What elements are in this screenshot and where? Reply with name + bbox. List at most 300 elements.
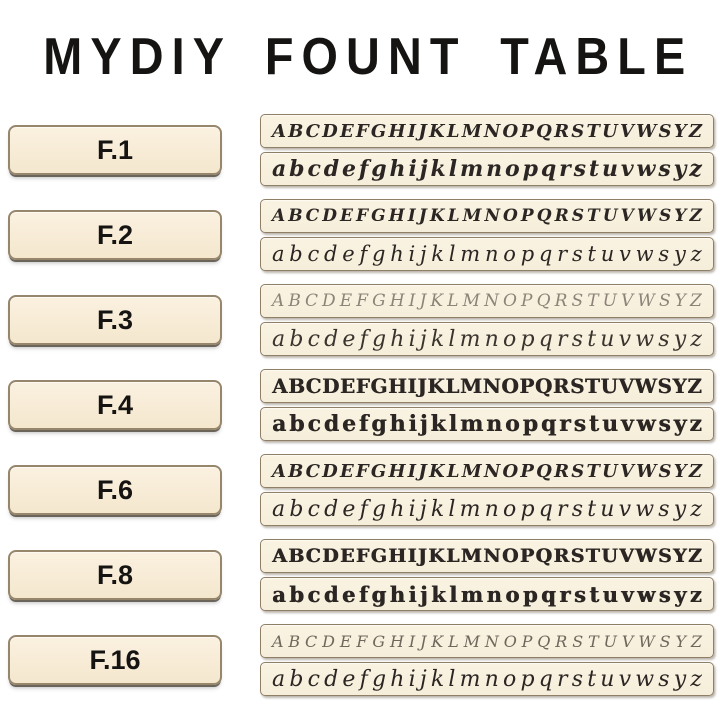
letter-glyph: E (339, 631, 352, 651)
letter-glyph: v (619, 242, 631, 266)
letter-glyph: n (484, 496, 499, 522)
letter-glyph: r (559, 581, 571, 607)
letter-glyph: N (483, 545, 501, 567)
letter-glyph: q (538, 496, 553, 522)
letter-glyph: B (288, 120, 304, 142)
letter-glyph: q (540, 411, 557, 437)
letter-glyph: L (447, 291, 459, 311)
letter-glyph: N (484, 291, 499, 311)
font-label-button-f8[interactable]: F.8 (8, 550, 222, 600)
letter-glyph: K (429, 460, 445, 482)
letter-glyph: j (419, 411, 428, 437)
letter-glyph: S (658, 120, 672, 142)
letter-glyph: R (553, 545, 570, 567)
letter-glyph: r (557, 666, 568, 692)
letter-glyph: z (690, 326, 702, 352)
lowercase-sample-strip (260, 407, 714, 441)
letter-glyph: G (370, 460, 387, 482)
letter-glyph: n (484, 326, 499, 352)
font-samples-f3 (260, 284, 714, 356)
letter-glyph: k (430, 326, 445, 352)
letter-glyph: i (408, 242, 416, 266)
letter-glyph: C (305, 545, 321, 567)
letter-glyph: O (503, 291, 517, 311)
letter-glyph: S (657, 545, 672, 567)
letter-glyph: D (322, 291, 336, 311)
letter-glyph: H (388, 460, 406, 482)
letter-glyph: S (572, 631, 584, 651)
letter-glyph: s (658, 496, 670, 522)
letter-glyph: G (370, 374, 388, 398)
letter-glyph: z (690, 666, 702, 692)
font-row-f3 (8, 286, 714, 354)
letter-glyph: s (658, 666, 670, 692)
letter-glyph: W (636, 460, 657, 482)
lowercase-sample-strip (260, 152, 714, 186)
letter-glyph: H (389, 291, 405, 311)
letter-glyph: i (408, 411, 417, 437)
letter-glyph: g (371, 581, 387, 607)
font-samples-f4 (260, 369, 714, 441)
font-label-button-f6[interactable]: F.6 (8, 465, 222, 515)
letter-glyph: T (585, 545, 600, 567)
letter-glyph: Z (690, 631, 702, 651)
letter-glyph: Y (674, 206, 687, 226)
letter-glyph: w (637, 581, 656, 607)
letter-glyph: p (522, 581, 538, 607)
font-label-button-f4[interactable]: F.4 (8, 380, 222, 430)
letter-glyph: Q (536, 120, 552, 142)
letter-glyph: D (322, 460, 338, 482)
letter-glyph: M (459, 374, 482, 398)
letter-glyph: P (520, 460, 534, 482)
letter-glyph: b (289, 242, 303, 266)
letter-glyph: A (272, 545, 287, 567)
font-row-f16 (8, 626, 714, 694)
letter-glyph: A (272, 631, 284, 651)
letter-glyph: e (342, 666, 356, 692)
letter-glyph: V (619, 545, 634, 567)
letter-glyph: J (420, 631, 427, 651)
letter-glyph: i (408, 156, 417, 182)
letter-glyph: B (288, 291, 301, 311)
letter-glyph: l (448, 326, 456, 352)
font-samples-f8 (260, 539, 714, 611)
letter-glyph: V (620, 206, 634, 226)
letter-glyph: T (586, 120, 600, 142)
letter-glyph: R (552, 374, 570, 398)
letter-glyph: L (446, 120, 460, 142)
letter-glyph: w (635, 496, 655, 522)
letter-glyph: M (461, 120, 482, 142)
letter-glyph: E (339, 206, 353, 226)
letter-glyph: v (620, 156, 634, 182)
letter-glyph: a (272, 581, 286, 607)
letter-glyph: Y (672, 374, 687, 398)
letter-glyph: L (447, 206, 460, 226)
letter-glyph: e (342, 242, 355, 266)
letter-glyph: a (272, 156, 287, 182)
letter-glyph: O (502, 120, 519, 142)
letter-glyph: d (323, 156, 340, 182)
letter-glyph: L (445, 545, 460, 567)
letter-glyph: Y (672, 545, 687, 567)
letter-glyph: Q (536, 291, 551, 311)
font-row-f1 (8, 116, 714, 184)
letter-glyph: j (419, 581, 428, 607)
letter-glyph: B (288, 545, 305, 567)
letter-glyph: h (390, 326, 405, 352)
letter-glyph: h (390, 242, 404, 266)
letter-glyph: l (448, 666, 456, 692)
letter-glyph: F (355, 545, 370, 567)
letter-glyph: i (408, 581, 417, 607)
letter-glyph: F (355, 120, 369, 142)
letter-glyph: h (389, 581, 405, 607)
letter-glyph: s (571, 242, 583, 266)
letter-glyph: k (430, 666, 445, 692)
letter-glyph: b (289, 581, 304, 607)
letter-glyph: o (503, 326, 517, 352)
letter-glyph: l (448, 242, 456, 266)
letter-glyph: u (601, 156, 618, 182)
letter-glyph: C (304, 291, 318, 311)
letter-glyph: S (658, 291, 671, 311)
letter-glyph: b (289, 156, 305, 182)
letter-glyph: v (618, 496, 632, 522)
letter-glyph: s (573, 411, 587, 437)
letter-glyph: J (417, 374, 427, 398)
letter-glyph: S (571, 460, 585, 482)
letter-glyph: c (307, 666, 320, 692)
letter-glyph: j (419, 666, 427, 692)
lowercase-sample-strip (260, 662, 714, 696)
letter-glyph: d (324, 496, 339, 522)
letter-glyph: H (387, 374, 407, 398)
letter-glyph: Q (534, 374, 553, 398)
letter-glyph: v (618, 326, 632, 352)
letter-glyph: s (571, 666, 584, 692)
letter-glyph: v (620, 411, 634, 437)
letter-glyph: n (486, 411, 503, 437)
letter-glyph: n (484, 666, 499, 692)
letter-glyph: E (339, 460, 354, 482)
letter-glyph: d (324, 242, 338, 266)
letter-glyph: a (272, 242, 285, 266)
letter-glyph: U (601, 545, 618, 567)
letter-glyph: f (359, 496, 368, 522)
letter-glyph: n (486, 581, 502, 607)
letter-glyph: f (358, 156, 369, 182)
font-label-button-f16[interactable]: F.16 (8, 635, 222, 685)
letter-glyph: K (428, 545, 445, 567)
uppercase-sample-strip (260, 369, 714, 403)
letter-glyph: M (462, 206, 482, 226)
letter-glyph: y (673, 581, 687, 607)
letter-glyph: H (388, 545, 407, 567)
letter-glyph: j (419, 326, 427, 352)
letter-glyph: g (371, 411, 387, 437)
letter-glyph: Q (536, 206, 552, 226)
letter-glyph: y (673, 496, 687, 522)
letter-glyph: T (586, 460, 600, 482)
letter-glyph: z (689, 411, 702, 437)
letter-glyph: t (588, 411, 600, 437)
letter-glyph: t (587, 496, 597, 522)
letter-glyph: e (342, 496, 356, 522)
letter-glyph: S (658, 460, 672, 482)
letter-glyph: c (307, 156, 321, 182)
letter-glyph: Y (673, 120, 687, 142)
letter-glyph: y (673, 666, 687, 692)
letter-glyph: P (519, 374, 535, 398)
letter-glyph: l (448, 496, 456, 522)
font-rows (8, 116, 714, 694)
letter-glyph: i (408, 326, 416, 352)
letter-glyph: F (356, 291, 369, 311)
letter-glyph: H (390, 631, 404, 651)
letter-glyph: g (371, 666, 387, 692)
letter-glyph: J (417, 545, 427, 567)
letter-glyph: b (289, 496, 304, 522)
letter-glyph: I (407, 545, 417, 567)
letter-glyph: A (272, 120, 286, 142)
letter-glyph: r (559, 411, 571, 437)
letter-glyph: a (272, 666, 286, 692)
letter-glyph: T (587, 206, 600, 226)
letter-glyph: p (520, 326, 535, 352)
letter-glyph: m (460, 581, 483, 607)
letter-glyph: S (571, 120, 585, 142)
letter-glyph: e (341, 581, 356, 607)
font-samples-f6 (260, 454, 714, 526)
letter-glyph: P (521, 291, 533, 311)
font-label-button-f2[interactable]: F.2 (8, 210, 222, 260)
letter-glyph: E (339, 120, 354, 142)
letter-glyph: y (673, 156, 687, 182)
letter-glyph: K (429, 206, 445, 226)
letter-glyph: a (272, 326, 286, 352)
letter-glyph: G (372, 291, 386, 311)
letter-glyph: s (658, 581, 671, 607)
letter-glyph: c (307, 496, 320, 522)
letter-glyph: i (408, 496, 416, 522)
letter-glyph: u (600, 326, 615, 352)
letter-glyph: p (520, 496, 535, 522)
letter-glyph: B (288, 460, 304, 482)
letter-glyph: U (600, 374, 618, 398)
letter-glyph: M (463, 631, 480, 651)
letter-glyph: G (370, 545, 387, 567)
letter-glyph: V (619, 120, 634, 142)
letter-glyph: P (520, 206, 534, 226)
font-label-button-f1[interactable]: F.1 (8, 125, 222, 175)
font-label-button-f3[interactable]: F.3 (8, 295, 222, 345)
letter-glyph: r (557, 242, 568, 266)
uppercase-sample-strip (260, 284, 714, 318)
letter-glyph: d (323, 411, 340, 437)
letter-glyph: K (427, 374, 445, 398)
letter-glyph: B (288, 206, 303, 226)
letter-glyph: J (419, 291, 427, 311)
letter-glyph: F (355, 206, 369, 226)
letter-glyph: w (636, 156, 656, 182)
letter-glyph: T (588, 631, 599, 651)
uppercase-sample-strip (260, 539, 714, 573)
letter-glyph: m (460, 242, 481, 266)
letter-glyph: W (634, 374, 657, 398)
letter-glyph: W (638, 631, 655, 651)
letter-glyph: y (673, 326, 687, 352)
letter-glyph: J (418, 206, 427, 226)
letter-glyph: J (418, 120, 427, 142)
letter-glyph: p (520, 666, 535, 692)
letter-glyph: Y (675, 631, 687, 651)
letter-glyph: b (289, 666, 304, 692)
letter-glyph: f (359, 326, 368, 352)
letter-glyph: L (445, 374, 460, 398)
font-row-f2 (8, 201, 714, 269)
letter-glyph: t (587, 326, 597, 352)
letter-glyph: K (430, 291, 444, 311)
letter-glyph: Z (688, 120, 702, 142)
letter-glyph: O (501, 545, 519, 567)
letter-glyph: A (272, 460, 286, 482)
letter-glyph: A (272, 206, 286, 226)
letter-glyph: A (272, 374, 288, 398)
lowercase-sample-strip (260, 322, 714, 356)
letter-glyph: s (571, 326, 584, 352)
letter-glyph: o (505, 581, 520, 607)
letter-glyph: H (388, 120, 406, 142)
letter-glyph: M (462, 291, 480, 311)
letter-glyph: d (324, 326, 339, 352)
lowercase-sample-strip (260, 577, 714, 611)
letter-glyph: o (503, 242, 516, 266)
letter-glyph: p (522, 156, 538, 182)
letter-glyph: C (305, 120, 320, 142)
letter-glyph: o (503, 496, 517, 522)
letter-glyph: m (459, 496, 481, 522)
letter-glyph: t (588, 156, 600, 182)
letter-glyph: N (484, 631, 499, 651)
letter-glyph: g (372, 242, 386, 266)
letter-glyph: G (372, 631, 386, 651)
letter-glyph: U (602, 120, 618, 142)
letter-glyph: O (503, 631, 517, 651)
lowercase-sample-strip (260, 237, 714, 271)
letter-glyph: m (459, 411, 484, 437)
letter-glyph: T (587, 291, 599, 311)
font-row-f6 (8, 456, 714, 524)
letter-glyph: R (555, 631, 568, 651)
letter-glyph: s (658, 156, 671, 182)
letter-glyph: Z (687, 374, 702, 398)
letter-glyph: e (342, 411, 357, 437)
letter-glyph: I (407, 460, 417, 482)
letter-glyph: j (419, 156, 428, 182)
letter-glyph: v (621, 581, 634, 607)
letter-glyph: D (321, 374, 340, 398)
letter-glyph: f (358, 581, 368, 607)
letter-glyph: z (689, 156, 702, 182)
letter-glyph: N (484, 206, 501, 226)
font-samples-f16 (260, 624, 714, 696)
letter-glyph: p (520, 242, 535, 266)
letter-glyph: V (621, 631, 634, 651)
letter-glyph: j (420, 242, 427, 266)
letter-glyph: t (587, 242, 596, 266)
letter-glyph: K (431, 631, 444, 651)
letter-glyph: r (557, 496, 568, 522)
letter-glyph: h (390, 496, 405, 522)
uppercase-sample-strip (260, 454, 714, 488)
letter-glyph: z (690, 496, 702, 522)
letter-glyph: k (431, 242, 445, 266)
letter-glyph: T (584, 374, 600, 398)
letter-glyph: Z (690, 291, 702, 311)
letter-glyph: R (554, 291, 568, 311)
letter-glyph: t (589, 581, 599, 607)
letter-glyph: U (602, 460, 618, 482)
letter-glyph: W (637, 291, 655, 311)
letter-glyph: E (339, 545, 355, 567)
letter-glyph: L (448, 631, 459, 651)
font-row-f8 (8, 541, 714, 609)
letter-glyph: G (370, 120, 387, 142)
letter-glyph: q (538, 666, 553, 692)
letter-glyph: S (571, 291, 584, 311)
letter-glyph: D (322, 631, 335, 651)
letter-glyph: W (636, 206, 656, 226)
letter-glyph: d (324, 666, 339, 692)
letter-glyph: p (522, 411, 538, 437)
letter-glyph: u (602, 581, 618, 607)
letter-glyph: o (503, 666, 517, 692)
letter-glyph: N (483, 120, 501, 142)
letter-glyph: q (538, 326, 553, 352)
font-row-f4 (8, 371, 714, 439)
letter-glyph: Y (674, 291, 686, 311)
uppercase-sample-strip (260, 114, 714, 148)
letter-glyph: u (600, 242, 615, 266)
letter-glyph: m (459, 666, 481, 692)
letter-glyph: F (355, 460, 369, 482)
letter-glyph: D (322, 120, 338, 142)
letter-glyph: N (483, 460, 501, 482)
letter-glyph: l (449, 581, 458, 607)
letter-glyph: C (305, 460, 320, 482)
letter-glyph: m (459, 326, 481, 352)
letter-glyph: e (342, 326, 356, 352)
letter-glyph: k (430, 156, 446, 182)
letter-glyph: s (658, 326, 670, 352)
letter-glyph: c (307, 326, 320, 352)
letter-glyph: F (355, 374, 370, 398)
letter-glyph: y (673, 411, 687, 437)
letter-glyph: R (554, 120, 570, 142)
letter-glyph: r (559, 156, 571, 182)
letter-glyph: c (307, 581, 321, 607)
letter-glyph: z (690, 242, 702, 266)
letter-glyph: Z (687, 545, 702, 567)
letter-glyph: R (554, 460, 570, 482)
letter-glyph: P (519, 545, 535, 567)
letter-glyph: c (307, 411, 321, 437)
letter-glyph: V (618, 374, 634, 398)
letter-glyph: J (418, 460, 427, 482)
letter-glyph: I (408, 291, 416, 311)
